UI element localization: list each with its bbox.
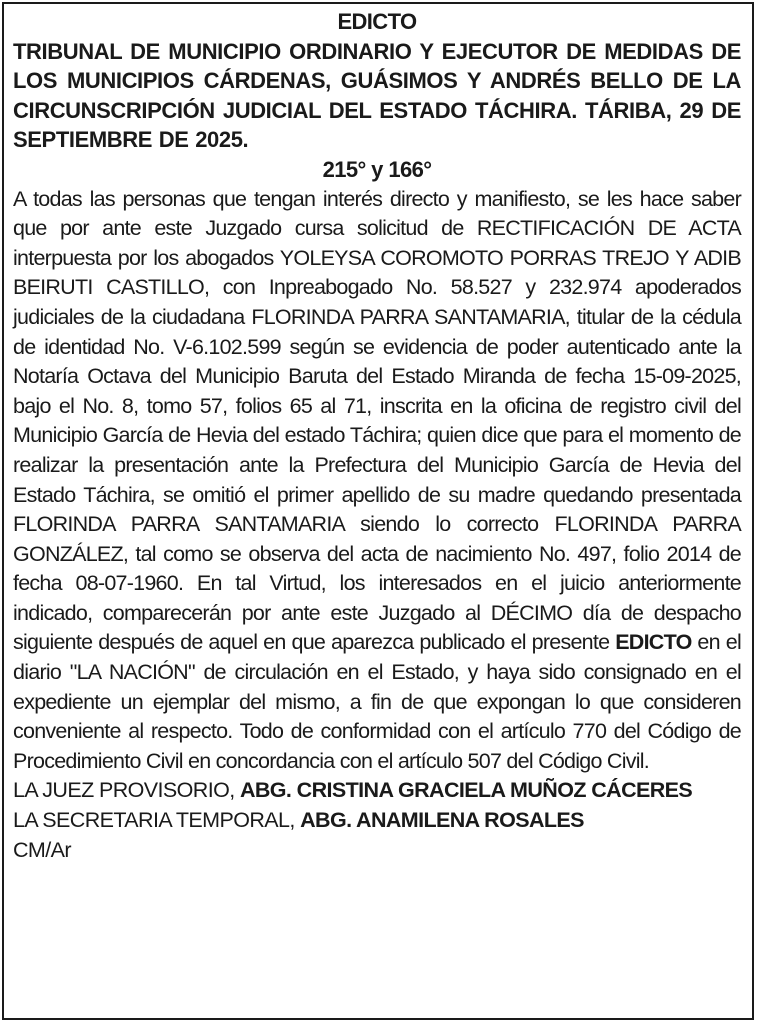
- typist-initials: CM/Ar: [13, 837, 71, 862]
- judge-name: ABG. CRISTINA GRACIELA MUÑOZ CÁCERES: [239, 778, 693, 803]
- edict-title: EDICTO: [337, 9, 417, 34]
- body-text-part-1: A todas las personas que tengan interés directo y manifiesto, se les hace saber que por ante este Juzgado cursa solicitud de RECTIFICACIÓN DE ACTA interpuesta por los abogados YOLEYSA COROMOTO PORRAS TREJO Y ADIB BEIRUTI CASTILLO, con Inpreabogado No. 58.527 y 232.974 apoderados judiciales de la ciudadana FLORINDA PARRA SANTAMARIA, titular de la cédula de identidad No. V-6.102.599 según se evidencia de poder autenticado ante la Notaría Octava del Municipio Baruta del Estado Miranda de fecha 15-09-2025, bajo el No. 8, tomo 57, folios 65 al 71, inscrita en la oficina de registro civil del Municipio García de Hevia del estado Táchira; quien dice que para el momento de realizar la presentación ante la Prefectura del Municipio García de Hevia del Estado Táchira, se omitió el primer apellido de su madre quedando presentada FLORINDA PARRA SANTAMARIA siendo lo correcto FLORINDA PARRA GONZÁLEZ, tal como se observa del acta de nacimiento No. 497, folio 2014 de fecha 08-07-1960. En tal Virtud, los interesados en el juicio anteriormente indicado, comparecerán por ante este Juzgado al DÉCIMO día de despacho siguiente después de aquel en que aparezca publicado el presente: [13, 186, 741, 655]
- court-header: TRIBUNAL DE MUNICIPIO ORDINARIO Y EJECUTOR DE MEDIDAS DE LOS MUNICIPIOS CÁRDENAS, GUÁSIMOS Y ANDRÉS BELLO DE LA CIRCUNSCRIPCIÓN JUDICIAL DEL ESTADO TÁCHIRA. TÁRIBA, 29 DE SEPTIEMBRE DE 2025.: [13, 38, 741, 153]
- judge-signature-line: [13, 776, 741, 806]
- body-text-part-2: en el diario "LA NACIÓN" de circulación en el Estado, y haya sido consignado en el expediente un ejemplar del mismo, a fin de que expongan lo que consideren conveniente al respecto. Todo de conformidad con el artículo 770 del Código de Procedimiento Civil en concordancia con el artículo 507 del Código Civil.: [13, 630, 741, 773]
- secretary-name: ABG. ANAMILENA ROSALES: [300, 808, 584, 833]
- year-reference: 215° y 166°: [322, 156, 432, 182]
- edict-notice-box: [2, 2, 754, 1020]
- edict-body: [13, 185, 741, 777]
- secretary-signature-line: [13, 806, 741, 836]
- edict-content: [13, 7, 741, 865]
- body-bold-word: EDICTO: [615, 630, 692, 655]
- judge-role: LA JUEZ PROVISORIO,: [13, 778, 240, 803]
- secretary-role: LA SECRETARIA TEMPORAL,: [13, 808, 301, 833]
